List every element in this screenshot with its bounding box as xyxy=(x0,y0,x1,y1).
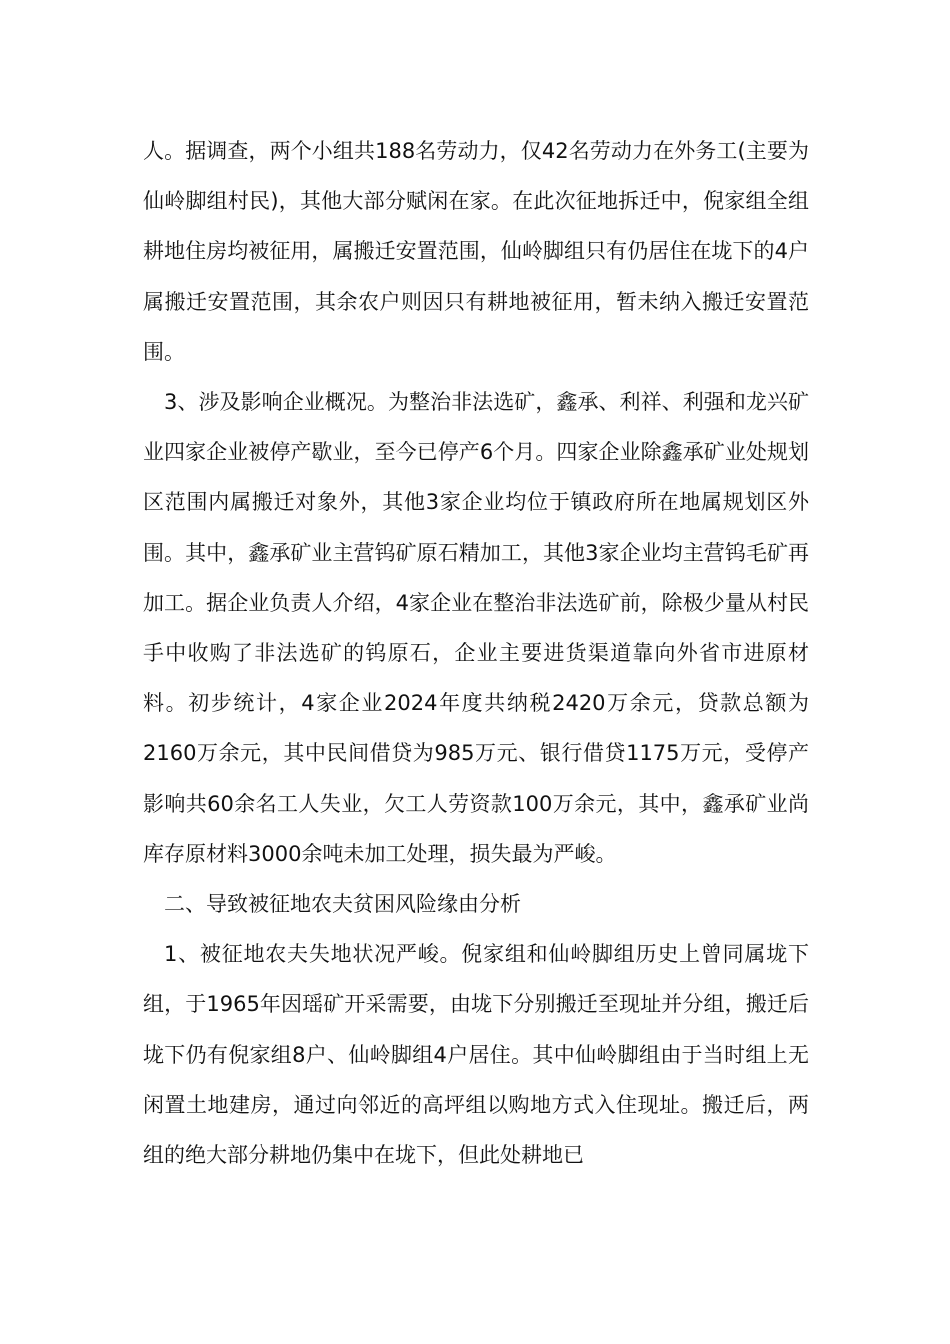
paragraph-enterprise-overview: 3、涉及影响企业概况。为整治非法选矿，鑫承、利祥、利强和龙兴矿业四家企业被停产歇业，至今已停产6个月。四家企业除鑫承矿业处规划区范围内属搬迁对象外，其他3家企业均位于镇政府所在地属规划区外围。其中，鑫承矿业主营钨矿原石精加工，其他3家企业均主营钨毛矿再加工。据企业负责人介绍，4家企业在整治非法选矿前，除极少量从村民手中收购了非法选矿的钨原石，企业主要进货渠道靠向外省市进原材料。初步统计，4家企业2024年度共纳税2420万余元，贷款总额为2160万余元，其中民间借贷为985万元、银行借贷1175万元，受停产影响共60余名工人失业，欠工人劳资款100万余元，其中，鑫承矿业尚库存原材料3000余吨未加工处理，损失最为严峻。 xyxy=(143,390,809,866)
paragraph-land-loss: 1、被征地农夫失地状况严峻。倪家组和仙岭脚组历史上曾同属垅下组，于1965年因瑶矿开采需要，由垅下分别搬迁至现址并分组，搬迁后垅下仍有倪家组8户、仙岭脚组4户居住。其中仙岭脚组由于当时组上无闲置土地建房，通过向邻近的高坪组以购地方式入住现址。搬迁后，两组的绝大部分耕地仍集中在垅下，但此处耕地已 xyxy=(143,942,809,1168)
section-heading-poverty-risk: 二、导致被征地农夫贫困风险缘由分析 xyxy=(164,892,521,917)
paragraph-continuation: 人。据调查，两个小组共188名劳动力，仅42名劳动力在外务工(主要为仙岭脚组村民)，其他大部分赋闲在家。在此次征地拆迁中，倪家组全组耕地住房均被征用，属搬迁安置范围，仙岭脚组只有仍居住在垅下的4户属搬迁安置范围，其余农户则因只有耕地被征用，暂未纳入搬迁安置范围。 xyxy=(143,139,809,364)
document-body xyxy=(143,126,809,1180)
